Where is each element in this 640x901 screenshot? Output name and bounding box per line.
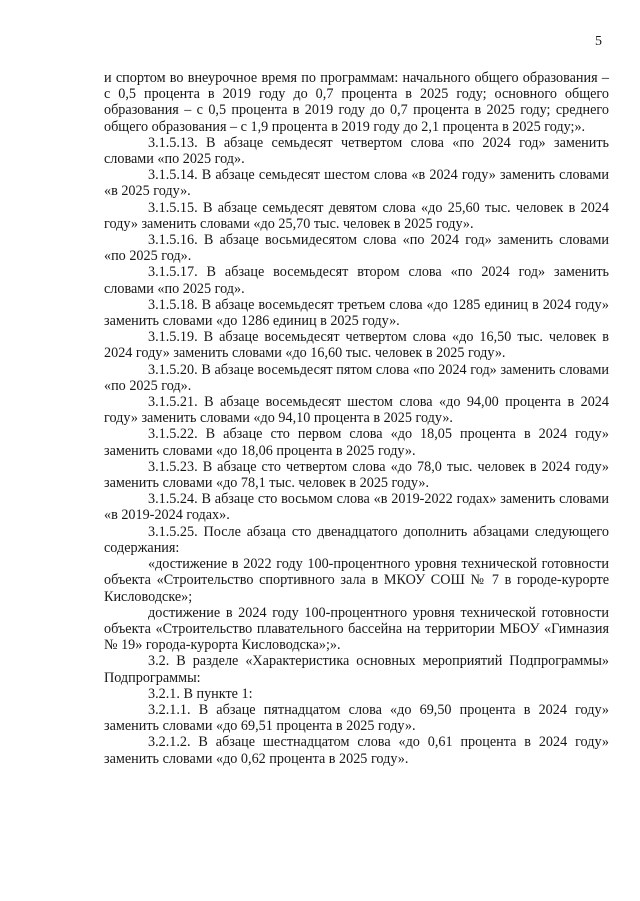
paragraph-continuation: и спортом во внеурочное время по программам: начального общего образования – с 0,5 процента в 2019 году до 0,7 процента в 2025 году; основного общего образования – с 0,5 процента в 2019 году до 0,7 процента в 2025 году; среднего общего образования – с 1,9 процента в 2019 году до 2,1 процента в 2025 году;».	[104, 70, 609, 135]
paragraph-3-1-5-17: 3.1.5.17. В абзаце восемьдесят втором слова «по 2024 год» заменить словами «по 2025 год».	[104, 264, 609, 297]
paragraph-3-1-5-22: 3.1.5.22. В абзаце сто первом слова «до 18,05 процента в 2024 году» заменить словами «до 18,06 процента в 2025 году».	[104, 426, 609, 459]
page-number: 5	[595, 34, 602, 49]
paragraph-3-1-5-23: 3.1.5.23. В абзаце сто четвертом слова «до 78,0 тыс. человек в 2024 году» заменить словами «до 78,1 тыс. человек в 2025 году».	[104, 458, 609, 492]
paragraph-3-1-5-24: 3.1.5.24. В абзаце сто восьмом слова «в 2019-2022 годах» заменить словами «в 2019-2024 годах».	[104, 491, 609, 524]
paragraph-3-1-5-13: 3.1.5.13. В абзаце семьдесят четвертом слова «по 2024 год» заменить словами «по 2025 год».	[104, 134, 609, 168]
paragraph-3-1-5-16: 3.1.5.16. В абзаце восьмидесятом слова «по 2024 год» заменить словами «по 2025 год».	[104, 232, 609, 265]
paragraph-3-1-5-20: 3.1.5.20. В абзаце восемьдесят пятом слова «по 2024 год» заменить словами «по 2025 год».	[104, 361, 609, 394]
paragraph-3-1-5-25: 3.1.5.25. После абзаца сто двенадцатого дополнить абзацами следующего содержания:	[104, 523, 609, 556]
paragraph-quote-sports-hall: «достижение в 2022 году 100-процентного уровня технической готовности объекта «Строительство спортивного зала в МКОУ СОШ № 7 в городе-курорте Кисловодске»;	[104, 556, 609, 605]
paragraph-quote-swimming-pool: достижение в 2024 году 100-процентного уровня технической готовности объекта «Строительство плавательного бассейна на территории МБОУ «Гимназия № 19» города-курорта Кисловодска»;».	[104, 604, 609, 654]
paragraph-3-1-5-15: 3.1.5.15. В абзаце семьдесят девятом слова «до 25,60 тыс. человек в 2024 году» заменить словами «до 25,70 тыс. человек в 2025 году».	[104, 199, 609, 232]
paragraph-3-1-5-18: 3.1.5.18. В абзаце восемьдесят третьем слова «до 1285 единиц в 2024 году» заменить словами «до 1286 единиц в 2025 году».	[104, 296, 609, 330]
paragraph-3-2: 3.2. В разделе «Характеристика основных мероприятий Подпрограммы» Подпрограммы:	[104, 653, 609, 686]
paragraph-3-1-5-21: 3.1.5.21. В абзаце восемьдесят шестом слова «до 94,00 процента в 2024 году» заменить словами «до 94,10 процента в 2025 году».	[104, 394, 609, 427]
paragraph-3-1-5-19: 3.1.5.19. В абзаце восемьдесят четвертом слова «до 16,50 тыс. человек в 2024 году» заменить словами «до 16,60 тыс. человек в 2025 году».	[104, 329, 609, 362]
paragraph-3-1-5-14: 3.1.5.14. В абзаце семьдесят шестом слова «в 2024 году» заменить словами «в 2025 году».	[104, 167, 609, 200]
paragraph-3-2-1-2: 3.2.1.2. В абзаце шестнадцатом слова «до 0,61 процента в 2024 году» заменить словами «до 0,62 процента в 2025 году».	[104, 734, 609, 767]
document-body	[104, 70, 609, 767]
paragraph-3-2-1: 3.2.1. В пункте 1:	[148, 685, 253, 702]
paragraph-3-2-1-1: 3.2.1.1. В абзаце пятнадцатом слова «до 69,50 процента в 2024 году» заменить словами «до 69,51 процента в 2025 году».	[104, 701, 609, 735]
